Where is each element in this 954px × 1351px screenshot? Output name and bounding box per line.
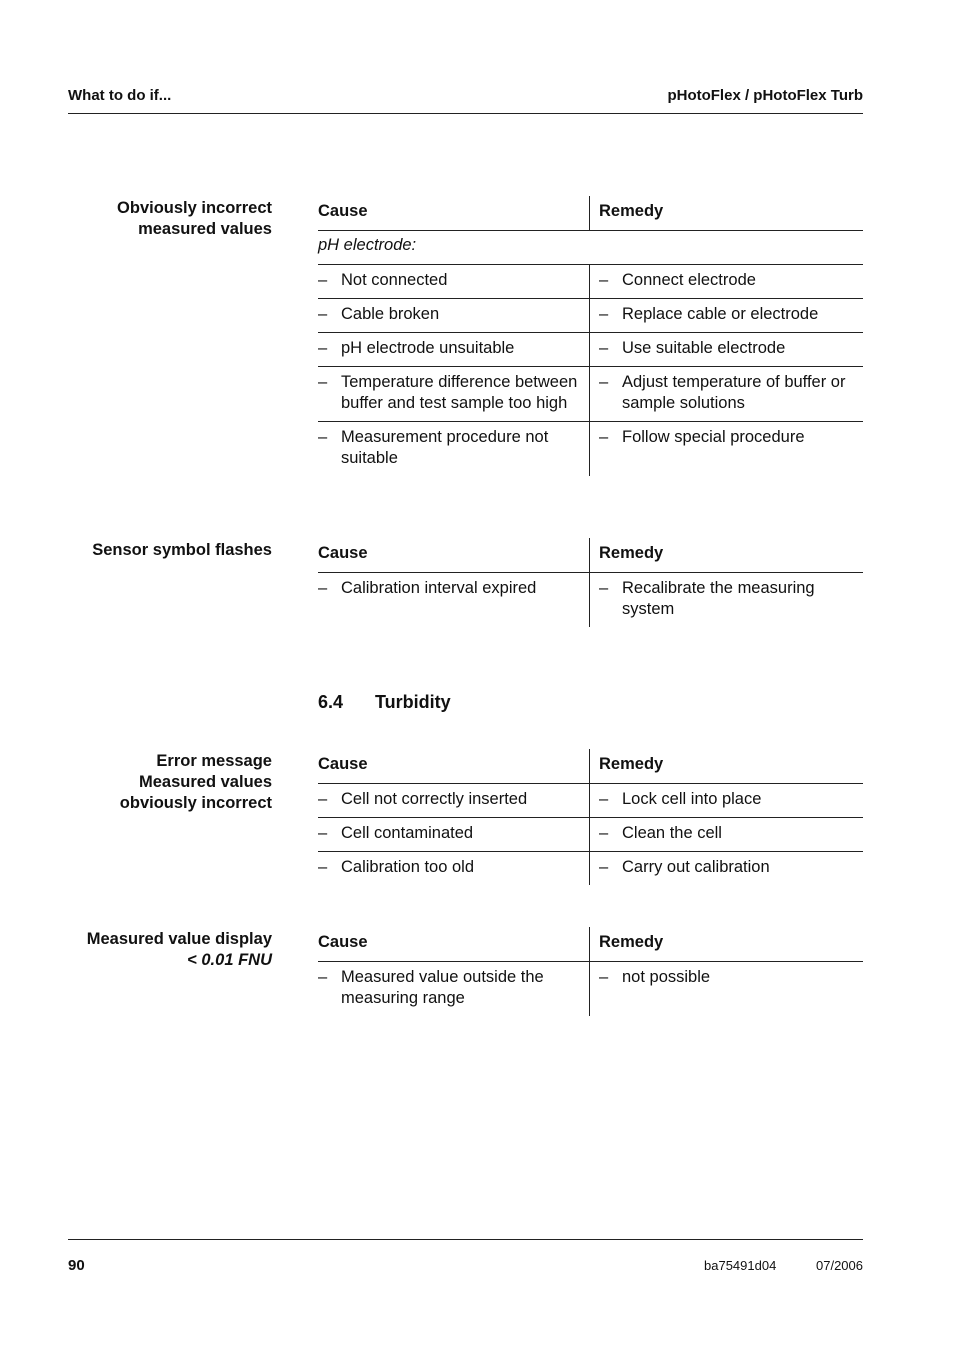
- remedy-header: Remedy: [599, 933, 664, 951]
- table-measured-display: [318, 927, 863, 1016]
- subheading-ph-electrode: pH electrode:: [318, 236, 417, 254]
- table-header-row: [318, 749, 863, 784]
- running-header-right: pHotoFlex / pHotoFlex Turb: [667, 87, 863, 104]
- section-title: Turbidity: [375, 692, 451, 712]
- remedy-header: Remedy: [599, 544, 664, 562]
- remedy-text: Connect electrode: [622, 271, 756, 289]
- section-label-error-message: Error message Measured values obviously incorrect: [119, 752, 272, 812]
- running-header-left: What to do if...: [68, 87, 172, 104]
- remedy-text: Adjust temperature of buffer or sample solutions: [622, 373, 846, 412]
- cause-header: Cause: [318, 196, 590, 230]
- cause-header: Cause: [318, 927, 590, 961]
- cause-text: Calibration interval expired: [341, 579, 537, 597]
- table-header-row: [318, 538, 863, 573]
- section-label-incorrect-values: Obviously incorrect measured values: [117, 199, 272, 238]
- cause-text: Measured value outside the measuring range: [341, 968, 544, 1007]
- remedy-text: Lock cell into place: [622, 790, 762, 808]
- section-label-measured-display: Measured value display < 0.01 FNU: [86, 930, 272, 969]
- cause-text: Not connected: [341, 271, 448, 289]
- remedy-header: Remedy: [599, 755, 664, 773]
- cause-text: Calibration too old: [341, 858, 474, 876]
- table-row: – Temperature difference between buffer and test sample too high – Adjust temperature of buffer or sample solutions: [318, 367, 863, 422]
- table-subheading-row: [318, 231, 863, 265]
- remedy-header: Remedy: [599, 202, 664, 220]
- remedy-text: Use suitable electrode: [622, 339, 786, 357]
- table-row: – Calibration interval expired – Recalibrate the measuring system: [318, 573, 863, 627]
- cause-text: pH electrode unsuitable: [341, 339, 515, 357]
- table-header-row: [318, 927, 863, 962]
- cause-text: Cable broken: [341, 305, 440, 323]
- table-row: – Cell contaminated – Clean the cell: [318, 818, 863, 852]
- remedy-text: Replace cable or electrode: [622, 305, 819, 323]
- table-header-row: [318, 196, 863, 231]
- header-rule: [68, 113, 863, 114]
- cause-header: Cause: [318, 749, 590, 783]
- footer-rule: [68, 1239, 863, 1240]
- cause-text: Cell not correctly inserted: [341, 790, 528, 808]
- document-id: ba75491d04: [704, 1258, 777, 1273]
- section-number: 6.4: [318, 692, 344, 712]
- cause-text: Cell contaminated: [341, 824, 474, 842]
- remedy-text: Carry out calibration: [622, 858, 770, 876]
- table-sensor-symbol: [318, 538, 863, 627]
- table-error-message: [318, 749, 863, 885]
- cause-header: Cause: [318, 538, 590, 572]
- table-row: – Measured value outside the measuring range – not possible: [318, 962, 863, 1016]
- section-heading-turbidity: [318, 692, 451, 713]
- section-label-sensor-symbol: Sensor symbol flashes: [92, 541, 272, 559]
- table-row: – Calibration too old – Carry out calibration: [318, 852, 863, 885]
- remedy-text: not possible: [622, 968, 711, 986]
- page-number: 90: [68, 1257, 85, 1274]
- table-row: – Measurement procedure not suitable – Follow special procedure: [318, 422, 863, 476]
- table-row: – Cell not correctly inserted – Lock cell into place: [318, 784, 863, 818]
- cause-text: Measurement procedure not suitable: [341, 428, 549, 467]
- document-date: 07/2006: [816, 1258, 863, 1273]
- remedy-text: Follow special procedure: [622, 428, 805, 446]
- table-row: – Not connected – Connect electrode: [318, 265, 863, 299]
- cause-text: Temperature difference between buffer and test sample too high: [341, 373, 578, 412]
- table-row: – Cable broken – Replace cable or electrode: [318, 299, 863, 333]
- remedy-text: Clean the cell: [622, 824, 722, 842]
- table-row: – pH electrode unsuitable – Use suitable electrode: [318, 333, 863, 367]
- table-incorrect-values: [318, 196, 863, 476]
- remedy-text: Recalibrate the measuring system: [622, 579, 815, 618]
